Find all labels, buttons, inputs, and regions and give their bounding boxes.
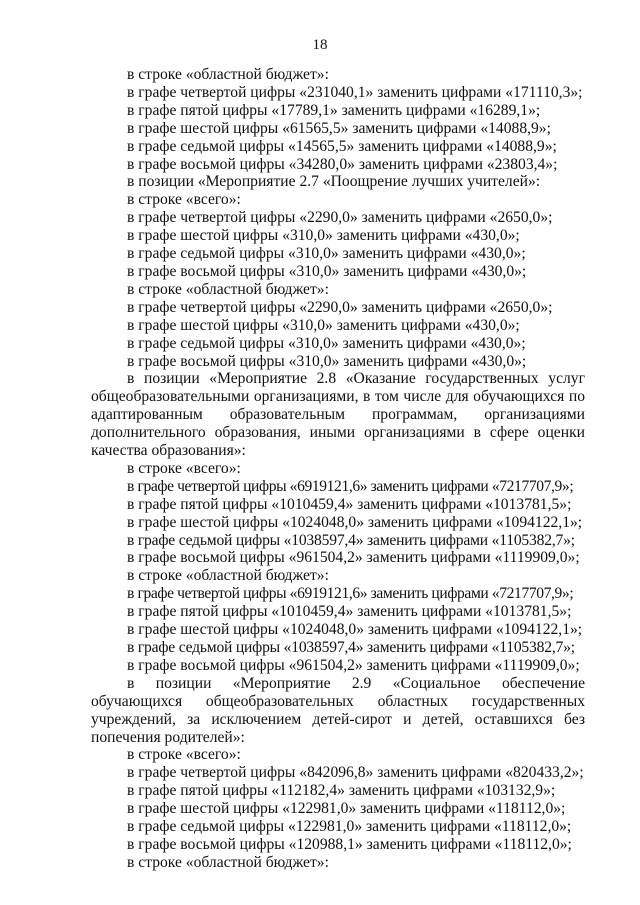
text-line: в графе шестой цифры «310,0» заменить цифрами «430,0»; — [127, 227, 520, 245]
text-line: в графе седьмой цифры «122981,0» заменить цифрами «118112,0»; — [127, 818, 572, 836]
text-line: в графе четвертой цифры «6919121,6» заменить цифрами «7217707,9»; — [127, 585, 574, 603]
text-line: в графе четвертой цифры «2290,0» заменить цифрами «2650,0»; — [127, 209, 553, 227]
text-line: в графе пятой цифры «1010459,4» заменить цифрами «1013781,5»; — [127, 495, 572, 513]
text-line: в строке «всего»: — [127, 459, 241, 477]
text-line: в графе седьмой цифры «1038597,4» заменить цифрами «1105382,7»; — [127, 639, 575, 656]
text-line: в графе пятой цифры «1010459,4» заменить цифрами «1013781,5»; — [127, 603, 572, 621]
text-line: в графе шестой цифры «310,0» заменить цифрами «430,0»; — [127, 316, 520, 334]
text-line: в строке «всего»: — [127, 746, 241, 764]
text-line: в графе седьмой цифры «1038597,4» заменить цифрами «1105382,7»; — [127, 531, 575, 549]
text-line: в графе восьмой цифры «310,0» заменить цифрами «430,0»; — [127, 262, 527, 280]
text-line: в графе восьмой цифры «34280,0» заменить цифрами «23803,4»; — [127, 155, 558, 173]
text-line: в графе восьмой цифры «961504,2» заменить цифрами «1119909,0»; — [127, 549, 580, 567]
text-line: в графе четвертой цифры «842096,8» заменить цифрами «820433,2»; — [127, 764, 584, 782]
text-paragraph: в позиции «Мероприятие 2.8 «Оказание государственных услуг общеобразовательными организациями, в том числе для обучающихся по адаптированным образовательным программам, организациями дополнительного образования, иными организациями в сфере оценки качества образования»: — [91, 370, 585, 460]
text-paragraph: в позиции «Мероприятие 2.9 «Социальное обеспечение обучающихся общеобразовательных областных государственных учреждений, за исключением детей-сирот и детей, оставшихся без попечения родителей»: — [91, 674, 585, 746]
text-line: в графе пятой цифры «17789,1» заменить цифрами «16289,1»; — [127, 101, 541, 119]
text-line: в графе седьмой цифры «310,0» заменить цифрами «430,0»; — [127, 334, 526, 352]
text-line: в графе седьмой цифры «310,0» заменить цифрами «430,0»; — [127, 245, 526, 263]
text-line: в графе пятой цифры «112182,4» заменить цифрами «103132,9»; — [127, 782, 556, 800]
text-line: в графе седьмой цифры «14565,5» заменить цифрами «14088,9»; — [127, 137, 557, 155]
text-line: в графе шестой цифры «1024048,0» заменить цифрами «1094122,1»; — [127, 621, 583, 639]
text-line: в графе четвертой цифры «231040,1» заменить цифрами «171110,3»; — [127, 83, 583, 101]
text-line: в графе восьмой цифры «961504,2» заменить цифрами «1119909,0»; — [127, 656, 580, 674]
text-line: в строке «всего»: — [127, 191, 241, 209]
text-line: в графе четвертой цифры «6919121,6» заменить цифрами «7217707,9»; — [127, 477, 574, 495]
text-line: в графе шестой цифры «122981,0» заменить цифрами «118112,0»; — [127, 800, 566, 818]
text-line: в графе восьмой цифры «310,0» заменить цифрами «430,0»; — [127, 352, 527, 370]
text-line: в строке «областной бюджет»: — [127, 853, 329, 871]
document-body — [91, 66, 585, 872]
text-line: в графе четвертой цифры «2290,0» заменить цифрами «2650,0»; — [127, 298, 553, 316]
text-line: в позиции «Мероприятие 2.7 «Поощрение лучших учителей»: — [127, 173, 541, 191]
text-line: в строке «областной бюджет»: — [127, 66, 329, 83]
page-number: 18 — [312, 37, 328, 53]
text-line: в графе шестой цифры «61565,5» заменить цифрами «14088,9»; — [127, 119, 551, 137]
text-line: в графе шестой цифры «1024048,0» заменить цифрами «1094122,1»; — [127, 513, 583, 531]
text-line: в строке «областной бюджет»: — [127, 567, 329, 585]
text-line: в графе восьмой цифры «120988,1» заменить цифрами «118112,0»; — [127, 835, 572, 853]
text-line: в строке «областной бюджет»: — [127, 280, 329, 298]
